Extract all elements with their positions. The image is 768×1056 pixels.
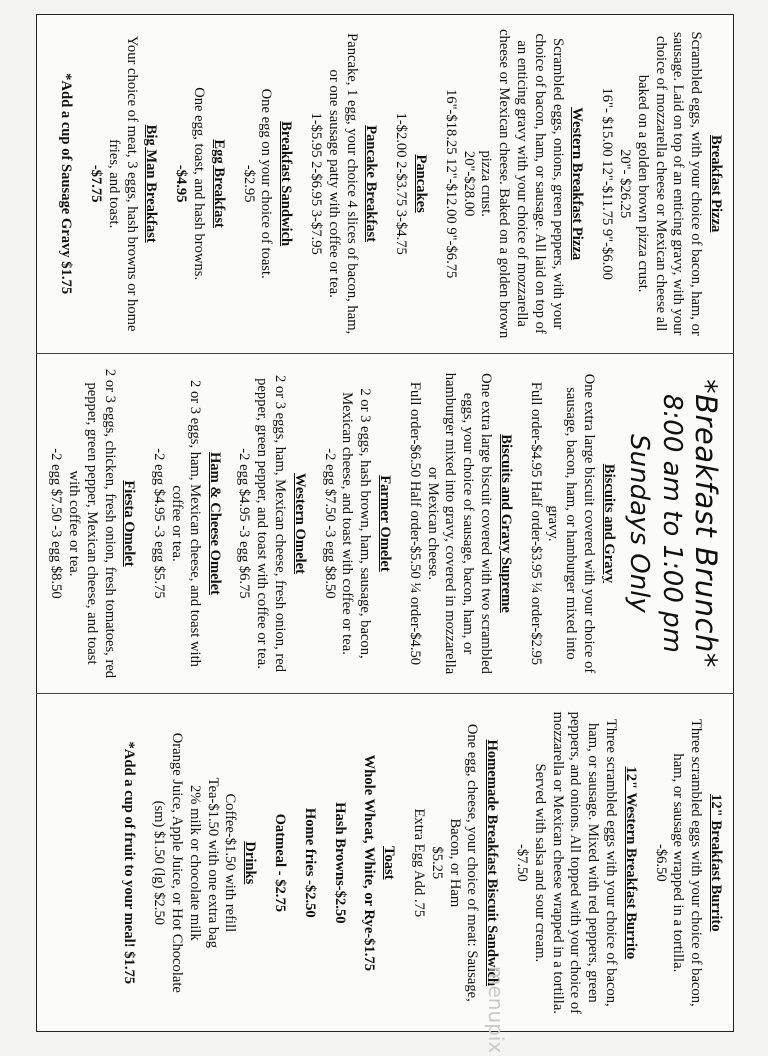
toast-section [360,708,398,1018]
item-title: 12" Western Breakfast Burrito [622,766,639,960]
item-title: Ham & Cheese Omelet [206,451,223,596]
item-description: Scrambled eggs, with your choice of bacon, ham, or sausage. Laid on top of an enticing gravy, with your choice of mozzarella cheese or Mexican cheese all baked on a golden brown pizza crust. [634,31,705,336]
item-title: Big Man Breakfast [143,124,160,243]
item-title: Drinks [242,841,259,885]
brunch-days: Sundays Only [624,434,655,613]
item-price: -2 egg $7.50 -3 egg $8.50 [321,448,338,599]
drink-line: Coffee-$1.50 with refill [222,793,239,933]
item-description: One extra large biscuit covered with two scrambled eggs, your choice of sausage, bacon, ham, or hamburger mixed into gravy, covered in mozzarella or Mexican cheese. [424,372,494,675]
item-title: Breakfast Sandwich [278,121,295,247]
big-man-section [86,28,159,339]
biscuits-gravy-section [526,368,617,678]
item-title: 12" Breakfast Burrito [708,794,724,932]
egg-breakfast-section [171,28,226,339]
item-title: Farmer Omelet [376,475,393,572]
item-price: 1-$2.00 2-$3.75 3-$4.75 [393,112,410,255]
biscuits-supreme-section [405,368,514,678]
oatmeal-price: Oatmeal - $2.75 [272,813,289,913]
item-title: Fiesta Omelet [121,480,138,567]
hash-browns-line [330,708,348,1018]
item-title: Pancake Breakfast [363,125,380,243]
burrito-section [651,708,724,1018]
item-title: Toast [381,846,398,880]
oatmeal-line [270,708,288,1018]
item-price: -$7.50 [514,843,531,882]
item-price: -2 egg $4.95 -3 egg $5.75 [151,448,168,599]
item-description: One egg on your choice of toast. [258,88,275,279]
drink-line: Tea-$1.50 with one extra bag [204,777,221,949]
item-price: -$7.75 [88,164,105,203]
item-price: -$2.95 [240,164,257,203]
brunch-header [623,368,724,678]
brunch-title: *Breakfast Brunch* [689,379,723,668]
toast-options: Whole Wheat, White, or Rye-$1.75 [361,754,378,971]
home-fries-price: Home fries -$2.50 [301,807,318,918]
sausage-gravy-addon: *Add a cup of Sausage Gravy $1.75 [58,73,75,295]
item-description: 2 or 3 eggs, ham, Mexican cheese, fresh onion, red pepper, green pepper, and toast with coffee or tea. [254,374,288,673]
item-title: Biscuits and Gravy [600,463,617,584]
extra-egg-note: Extra Egg Add .75 [411,808,428,918]
home-fries-line [300,708,318,1018]
item-price: 20"-$28.00 [460,150,477,217]
item-price: 16"-$18.25 12"-$12.00 9"-$6.75 [442,88,459,279]
item-description: Pancake, 1 egg, your choice 4 slices of bacon, ham, or one sausage patty with coffee or tea. [325,33,360,335]
item-title: Homemade Breakfast Biscuit Sandwich [484,739,501,987]
pancake-breakfast-section [306,28,379,339]
item-description: 2 or 3 eggs, hash brown, ham, sausage, bacon, Mexican cheese, and toast with coffee or tea. [339,388,374,659]
western-omelet-section [235,368,308,678]
item-price: 20"- $26.25 [617,149,634,219]
drink-line: 2% milk or chocolate milk [186,785,203,941]
item-title: Egg Breakfast [210,139,227,228]
ham-cheese-omelet-section [149,368,222,678]
item-price: 1-$5.95 2-$6.95 3-$7.95 [308,112,325,255]
western-pizza-section [441,28,585,339]
item-title: Western Breakfast Pizza [569,107,586,261]
menu-column-right [36,693,734,1032]
breakfast-sandwich-section [239,28,294,339]
drink-line: Orange Juice, Apple Juice, or Hot Chocolate [169,732,186,993]
item-title: Biscuits and Gravy Supreme [497,434,514,613]
item-description: One egg, cheese, your choice of meat: Sausage, Bacon, or Ham [446,723,481,1002]
item-price: $5.25 [428,846,445,880]
item-description: One egg, toast, and hash browns. [191,87,208,281]
drinks-section [149,708,258,1018]
pancakes-section [391,28,429,339]
menu-column-middle [36,353,734,692]
item-title: Pancakes [413,154,430,213]
farmer-omelet-section [320,368,393,678]
item-description: Scrambled eggs, onions, green peppers, with your choice of bacon, ham, or sausage. All laid on top of an enticing gravy with your choice of mozzarella cheese or Mexican cheese. Baked on a golden brown pizza crust. [478,29,566,339]
fiesta-omelet-section [46,368,137,678]
item-description: Your choice of meat, 3 eggs, hash browns or home fries, and toast. [105,35,140,332]
item-price: 16"- $15.00 12"-$11.75 9"-$6.00 [599,87,616,280]
item-price: Full order-$4.95 Half order-$3.95 ¼ order-$2.95 [527,381,544,666]
western-burrito-section [512,708,639,1018]
fruit-addon: *Add a cup of fruit to your meal! $1.75 [121,741,138,985]
hash-browns-price: Hash Browns-$2.50 [331,802,348,924]
breakfast-pizza-section [597,28,724,339]
menu-sheet [36,14,734,1032]
drink-line: (sm) $1.50 (lg) $2.50 [151,800,168,926]
watermark: menupix [484,966,508,1054]
item-price: Full order-$6.50 Half order-$5.50 ¼ order-$4.50 [406,381,423,666]
item-price: -2 egg $7.50 -3 egg $8.50 [48,448,65,599]
item-title: Western Omelet [291,473,308,574]
item-description: Three scrambled eggs with your choice of bacon, ham, or sausage. Mixed with red peppers, green peppers, and onions. All topped with your choice of mozzarella or Mexican cheese wrapped in a tortilla. Served with salsa and sour cream. [531,711,620,1014]
item-title: Breakfast Pizza [708,134,724,233]
item-description: Three scrambled eggs with your choice of bacon, ham, or sausage wrapped in a tortilla. [670,718,705,1007]
item-price: -$6.50 [652,843,669,882]
item-description: 2 or 3 eggs, chicken, fresh onion, fresh tomatoes, red pepper, green pepper, Mexican cheese, and toast with coffee or tea. [66,368,118,679]
brunch-hours: 8:00 am to 1:00 pm [656,393,687,653]
item-price: -2 egg $4.95 -3 egg $6.75 [236,448,253,599]
item-price: -$4.95 [173,164,190,203]
item-description: 2 or 3 eggs, ham, Mexican cheese, and toast with coffee or tea. [169,380,203,667]
menu-column-left [36,14,734,353]
item-description: One extra large biscuit covered with your choice of sausage, bacon, ham, or hamburger mixed into gravy. [545,373,597,674]
